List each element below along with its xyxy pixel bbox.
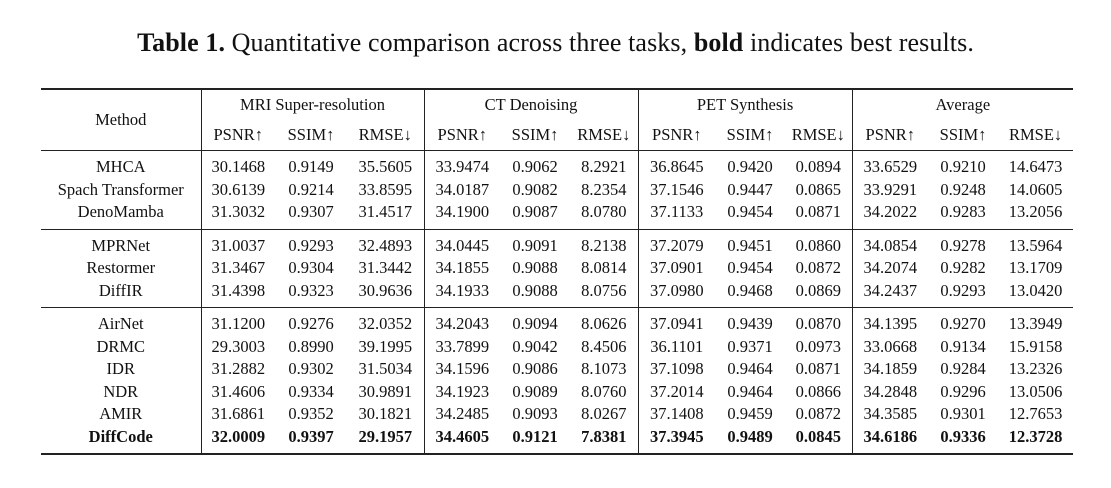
value-cell: 0.9397 [288,426,334,446]
value-cell: 0.9134 [940,336,986,356]
value-cell: 34.2074 [852,257,928,280]
value-cell: 37.1408 [638,403,715,426]
metric-header: RMSE↓ [347,120,424,151]
group-header-mri: MRI Super-resolution [201,89,424,120]
value-cell: 8.2921 [570,151,638,179]
value-cell: 37.0901 [638,257,715,280]
value-cell: 37.1133 [638,201,715,229]
value-cell: 0.9352 [288,404,334,423]
caption-text-before: Quantitative comparison across three tasks, [225,28,694,57]
value-cell: 8.0780 [581,202,627,221]
value-cell: 34.0187 [424,179,500,202]
value-cell: 0.0894 [785,151,852,179]
metric-header: PSNR↑ [201,120,275,151]
value-cell: 34.2485 [424,403,500,426]
method-name: DRMC [96,336,146,356]
table-row [41,280,1073,308]
value-cell: 0.0869 [795,280,841,300]
table-row [41,201,1073,229]
value-cell: 0.0871 [795,202,841,221]
value-cell: 0.9301 [940,404,986,423]
value-cell: 0.9093 [512,404,558,423]
table-row [41,336,1073,359]
table-row [41,229,1073,257]
method-name: MPRNet [41,229,201,257]
value-cell: 31.5034 [358,359,413,378]
table-body [41,151,1073,455]
value-cell: 8.0756 [581,280,627,300]
value-cell: 37.2079 [638,229,715,257]
value-cell: 37.3945 [638,426,715,455]
group-header-average: Average [852,89,1073,120]
value-cell: 0.9489 [727,426,773,446]
value-cell: 0.9284 [940,359,986,378]
table-row [41,403,1073,426]
value-cell: 0.9454 [727,202,773,221]
metric-header: RMSE↓ [570,120,638,151]
value-cell: 13.0506 [1008,381,1063,401]
value-cell: 0.9307 [288,202,334,221]
value-cell: 34.2437 [852,280,928,308]
value-cell: 0.9304 [288,258,334,277]
value-cell: 14.0605 [1008,179,1063,199]
value-cell: 34.1900 [424,201,500,229]
table-row [41,381,1073,404]
metric-header: PSNR↑ [424,120,500,151]
value-cell: 35.5605 [347,151,424,179]
value-cell: 0.0860 [785,229,852,257]
value-cell: 0.9088 [512,258,558,277]
value-cell: 0.9293 [940,280,986,300]
value-cell: 34.6186 [852,426,928,455]
method-name: AirNet [41,308,201,336]
value-cell: 14.6473 [998,151,1073,179]
value-cell: 0.9248 [940,179,986,199]
value-cell: 32.0009 [201,426,275,455]
value-cell: 31.4517 [358,202,413,221]
value-cell: 0.9371 [727,336,773,356]
group-header-row [41,89,1073,120]
results-table [41,88,1073,455]
value-cell: 0.9091 [500,229,570,257]
method-name: DiffIR [98,280,143,300]
value-cell: 8.1073 [581,359,627,378]
value-cell: 31.4606 [201,381,275,404]
value-cell: 34.0854 [852,229,928,257]
value-cell: 0.9082 [512,179,558,199]
value-cell: 0.9323 [288,280,334,300]
value-cell: 0.9088 [512,280,558,300]
value-cell: 0.8990 [288,336,334,356]
value-cell: 8.2354 [581,179,627,199]
value-cell: 31.1200 [201,308,275,336]
value-cell: 0.0865 [795,179,841,199]
caption-bold-word: bold [693,28,744,57]
metric-header: RMSE↓ [998,120,1073,151]
method-header: Method [95,109,147,129]
value-cell: 15.9158 [1008,336,1063,356]
value-cell: 0.9464 [727,359,773,378]
value-cell: 8.4506 [581,336,627,356]
value-cell: 34.1395 [852,308,928,336]
value-cell: 29.3003 [201,336,275,359]
table-row [41,308,1073,336]
value-cell: 0.9121 [512,426,558,446]
value-cell: 13.0420 [1008,280,1063,300]
value-cell: 0.9276 [275,308,347,336]
value-cell: 34.2848 [852,381,928,404]
value-cell: 12.3728 [1008,426,1063,446]
value-cell: 34.2043 [424,308,500,336]
value-cell: 31.2882 [201,358,275,381]
value-cell: 33.9291 [852,179,928,202]
group-header-pet: PET Synthesis [638,89,852,120]
caption-label: Table 1. [137,28,226,57]
value-cell: 37.0980 [638,280,715,308]
value-cell: 0.9293 [275,229,347,257]
value-cell: 0.9459 [727,404,773,423]
value-cell: 31.3467 [201,257,275,280]
value-cell: 0.9334 [288,381,334,401]
value-cell: 32.0352 [347,308,424,336]
method-name: DiffCode [88,426,153,446]
value-cell: 37.1546 [638,179,715,202]
value-cell: 0.0870 [785,308,852,336]
value-cell: 0.9087 [512,202,558,221]
value-cell: 0.9089 [512,381,558,401]
value-cell: 34.4605 [424,426,500,455]
method-name: DenoMamba [77,202,164,221]
value-cell: 13.2326 [1008,359,1063,378]
value-cell: 0.9278 [928,229,998,257]
value-cell: 0.9468 [727,280,773,300]
value-cell: 0.0845 [795,426,841,446]
value-cell: 8.0626 [570,308,638,336]
value-cell: 31.4398 [201,280,275,308]
metric-header: PSNR↑ [638,120,715,151]
value-cell: 31.6861 [201,403,275,426]
value-cell: 0.9420 [715,151,785,179]
value-cell: 0.9214 [288,179,334,199]
method-name: IDR [106,359,135,378]
value-cell: 0.9464 [727,381,773,401]
value-cell: 13.1709 [1008,258,1063,277]
value-cell: 12.7653 [1008,404,1063,423]
value-cell: 33.9474 [424,151,500,179]
value-cell: 31.3442 [358,258,413,277]
value-cell: 0.9283 [940,202,986,221]
value-cell: 13.2056 [1008,202,1063,221]
value-cell: 0.0871 [795,359,841,378]
value-cell: 30.1468 [201,151,275,179]
value-cell: 31.0037 [201,229,275,257]
metric-header: SSIM↑ [715,120,785,151]
value-cell: 0.9282 [940,258,986,277]
value-cell: 29.1957 [358,426,413,446]
caption-text-after: indicates best results. [743,28,974,57]
value-cell: 0.9439 [715,308,785,336]
method-name: AMIR [99,404,143,423]
value-cell: 30.9636 [358,280,413,300]
results-table-container [41,88,1073,455]
value-cell: 7.8381 [581,426,627,446]
metric-header: SSIM↑ [928,120,998,151]
method-name: MHCA [41,151,201,179]
value-cell: 33.8595 [358,179,413,199]
value-cell: 36.1101 [638,336,715,359]
value-cell: 31.3032 [201,201,275,229]
value-cell: 8.0760 [581,381,627,401]
value-cell: 0.9042 [512,336,558,356]
value-cell: 8.0267 [581,404,627,423]
value-cell: 34.1923 [424,381,500,404]
value-cell: 0.9302 [288,359,334,378]
value-cell: 30.9891 [358,381,413,401]
table-caption [0,28,1111,58]
table-row [41,358,1073,381]
group-header-ct: CT Denoising [424,89,638,120]
method-name: NDR [103,381,139,401]
value-cell: 33.6529 [852,151,928,179]
value-cell: 30.1821 [358,404,413,423]
value-cell: 0.9296 [940,381,986,401]
value-cell: 34.1933 [424,280,500,308]
value-cell: 0.9447 [727,179,773,199]
value-cell: 33.0668 [852,336,928,359]
value-cell: 34.1596 [424,358,500,381]
value-cell: 0.0973 [795,336,841,356]
value-cell: 0.0866 [795,381,841,401]
value-cell: 8.2138 [570,229,638,257]
value-cell: 37.1098 [638,358,715,381]
table-row [41,151,1073,179]
value-cell: 13.5964 [998,229,1073,257]
value-cell: 36.8645 [638,151,715,179]
value-cell: 34.1859 [852,358,928,381]
method-name: Spach Transformer [57,179,184,199]
method-name: Restormer [86,258,156,277]
value-cell: 0.9270 [928,308,998,336]
value-cell: 0.9336 [940,426,986,446]
value-cell: 0.9451 [715,229,785,257]
value-cell: 0.9454 [727,258,773,277]
value-cell: 39.1995 [358,336,413,356]
value-cell: 0.0872 [795,404,841,423]
value-cell: 34.0445 [424,229,500,257]
metric-header: RMSE↓ [785,120,852,151]
value-cell: 33.7899 [424,336,500,359]
value-cell: 37.0941 [638,308,715,336]
table-row [41,257,1073,280]
table-row [41,179,1073,202]
value-cell: 0.9149 [275,151,347,179]
metric-header: SSIM↑ [275,120,347,151]
value-cell: 0.9062 [500,151,570,179]
value-cell: 34.1855 [424,257,500,280]
value-cell: 32.4893 [347,229,424,257]
value-cell: 34.3585 [852,403,928,426]
value-cell: 34.2022 [852,201,928,229]
value-cell: 0.0872 [795,258,841,277]
value-cell: 0.9094 [500,308,570,336]
value-cell: 0.9210 [928,151,998,179]
metric-header: PSNR↑ [852,120,928,151]
value-cell: 13.3949 [998,308,1073,336]
table-row [41,426,1073,455]
value-cell: 37.2014 [638,381,715,404]
value-cell: 0.9086 [512,359,558,378]
metric-header: SSIM↑ [500,120,570,151]
value-cell: 8.0814 [581,258,627,277]
value-cell: 30.6139 [201,179,275,202]
